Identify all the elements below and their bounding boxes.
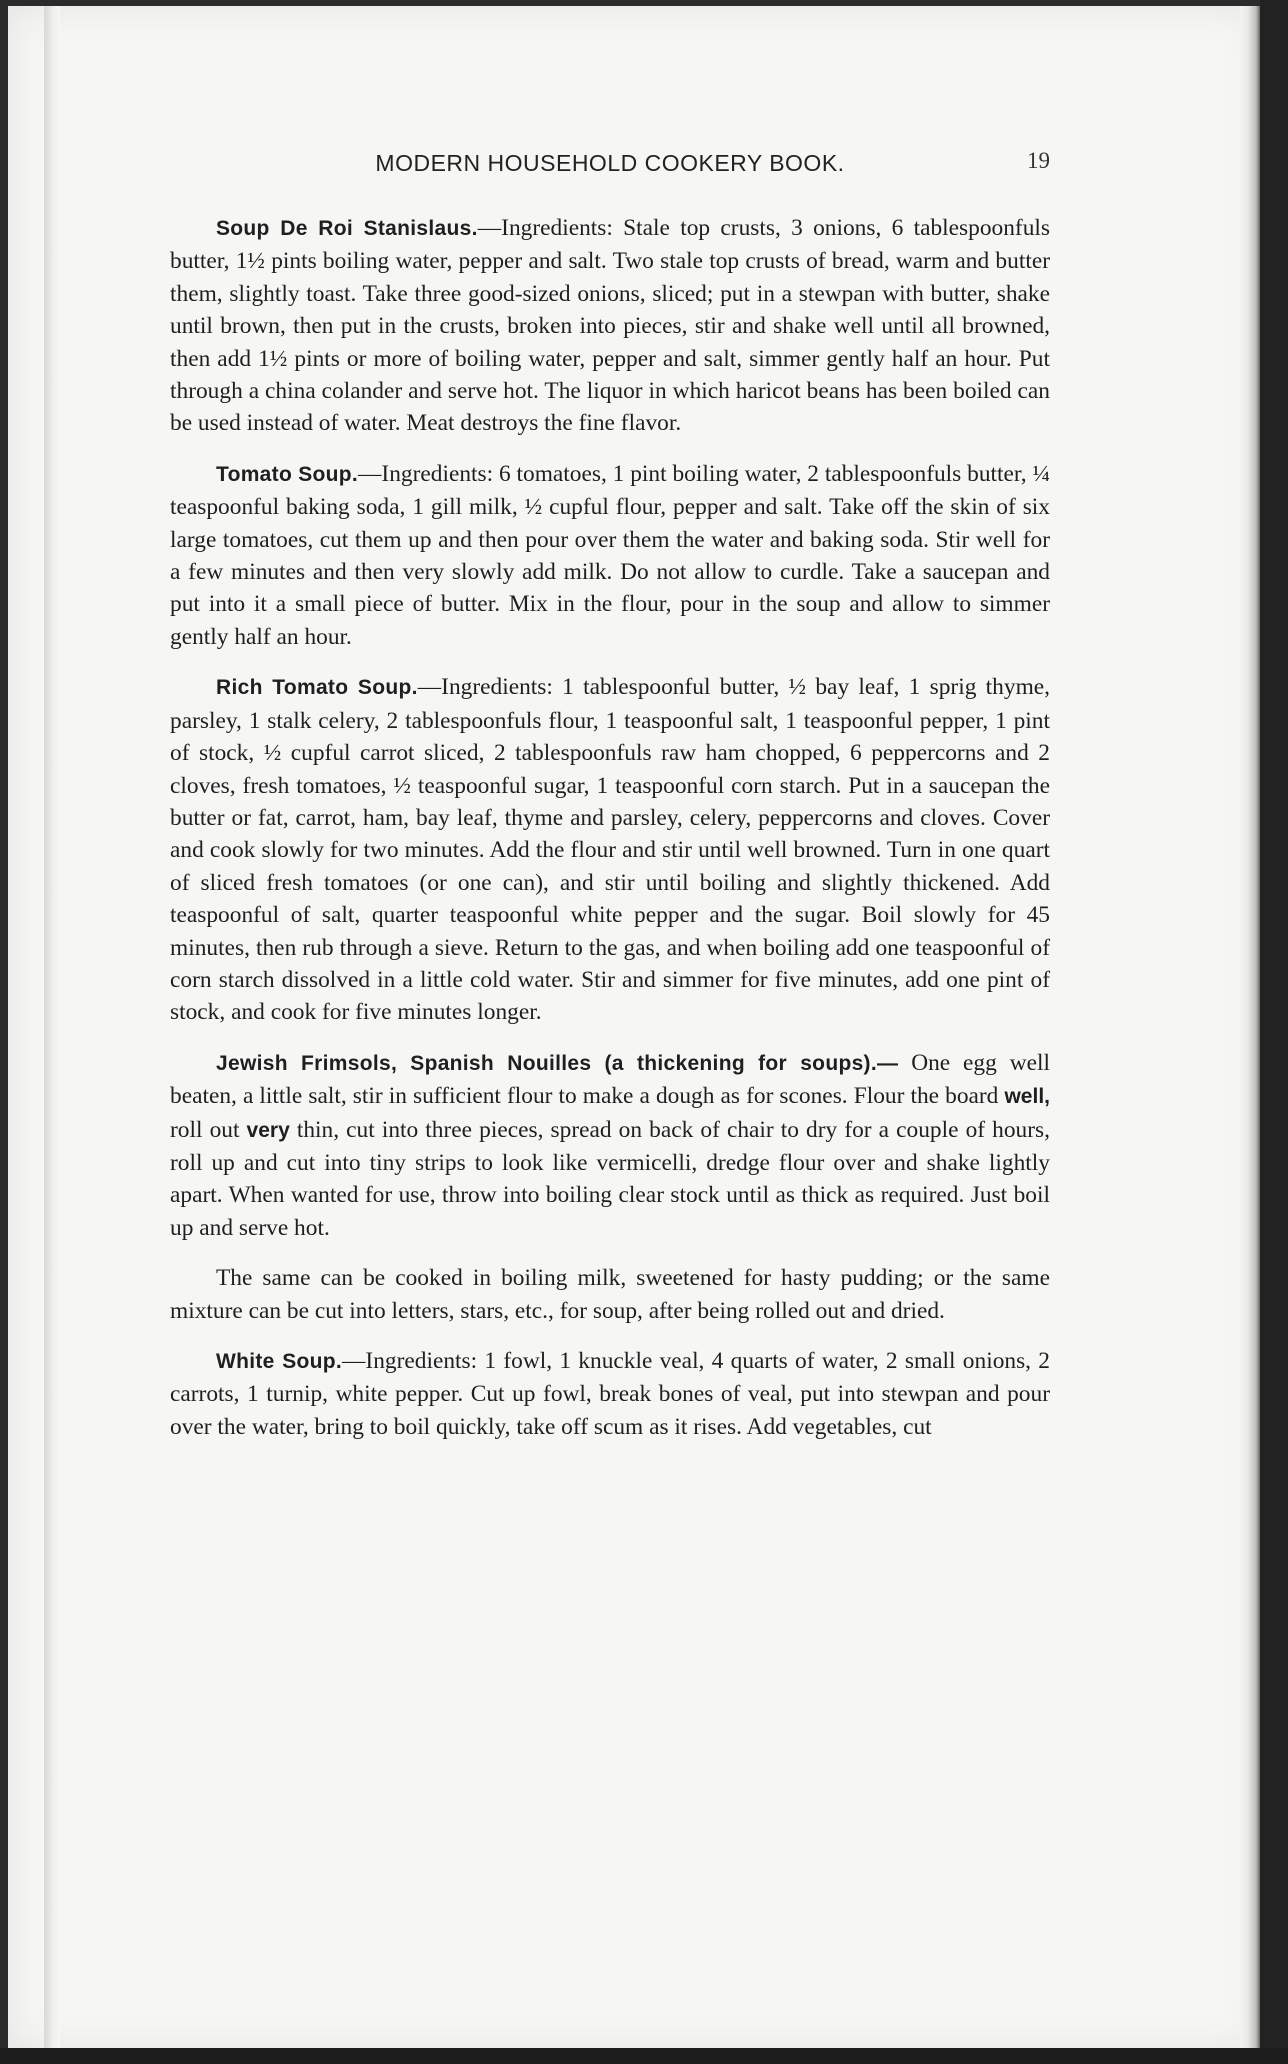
scan-bottom-border xyxy=(0,2048,1288,2064)
recipe-body: thin, cut into three pieces, spread on back of chair to dry for a couple of hours, roll up and cut into tiny strips to look like vermicelli, dredge flour over and shake lightly apart. When wanted for use, throw into boiling clear stock until as thick as required. Just boil up and serve hot. xyxy=(170,1116,1050,1241)
page-content xyxy=(170,212,1050,1461)
recipe-body: —Ingredients: Stale top crusts, 3 onions, 6 tablespoonfuls butter, 1½ pints boiling water, pepper and salt. Two stale top crusts of bread, warm and butter them, slightly toast. Take three good-sized onions, sliced; put in a stewpan with butter, shake until brown, then put in the crusts, broken into pieces, stir and shake well until all browned, then add 1½ pints or more of boiling water, pepper and salt, simmer gently half an hour. Put through a china colander and serve hot. The liquor in which haricot beans has been boiled can be used instead of water. Meat destroys the fine flavor. xyxy=(170,215,1050,437)
recipe-body: —Ingredients: 6 tomatoes, 1 pint boiling water, 2 tablespoonfuls butter, ¼ teaspoonful baking soda, 1 gill milk, ½ cupful flour, pepper and salt. Take off the skin of six large tomatoes, cut them up and then pour over them the water and baking soda. Stir well for a few minutes and then very slowly add milk. Do not allow to curdle. Take a saucepan and put into it a small piece of butter. Mix in the flour, pour in the soup and allow to simmer gently half an hour. xyxy=(170,460,1050,650)
page-edge-shadow xyxy=(1240,6,1260,2050)
recipe-jewish-frimsols xyxy=(170,1047,1050,1244)
recipe-soup-de-roi-stanislaus xyxy=(170,212,1050,440)
recipe-title: Rich Tomato Soup. xyxy=(216,676,418,700)
recipe-body: roll out xyxy=(170,1116,247,1143)
recipe-title: Soup De Roi Stanislaus. xyxy=(216,217,478,240)
recipe-rich-tomato-soup xyxy=(170,671,1050,1028)
recipe-tomato-soup xyxy=(170,458,1050,653)
recipe-body: —Ingredients: 1 tablespoonful butter, ½ bay leaf, 1 sprig thyme, parsley, 1 stalk celery, 2 tablespoonfuls flour, 1 teaspoonful salt, 1 teaspoonful pepper, 1 pint of stock, ½ cupful carrot sliced, 2 tablespoonfuls raw ham chopped, 6 peppercorns and 2 cloves, fresh tomatoes, ½ teaspoonful sugar, 1 teaspoonful corn starch. Put in a saucepan the butter or fat, carrot, ham, bay leaf, thyme and parsley, celery, peppercorns and cloves. Cover and cook slowly for two minutes. Add the flour and stir until well browned. Turn in one quart of sliced fresh tomatoes (or one can), and stir until boiling and slightly thickened. Add teaspoonful of salt, quarter teaspoonful white pepper and the sugar. Boil slowly for 45 minutes, then rub through a sieve. Return to the gas, and when boiling add one teaspoonful of corn starch dissolved in a little cold water. Stir and simmer for five minutes, add one pint of stock, and cook for five minutes longer. xyxy=(170,674,1050,1026)
running-title: MODERN HOUSEHOLD COOKERY BOOK. xyxy=(375,150,845,176)
recipe-body: —Ingredients: 1 fowl, 1 knuckle veal, 4 quarts of water, 2 small onions, 2 carrots, 1 turnip, white pepper. Cut up fowl, break bones of veal, put into stewpan and pour over the water, bring to boil quickly, take off scum as it rises. Add vegetables, cut xyxy=(170,1348,1050,1440)
binding-edge xyxy=(1260,0,1288,2064)
recipe-body: One egg well beaten, a little salt, stir in sufficient flour to make a dough as for scones. Flour the board xyxy=(170,1049,1050,1110)
recipe-title: Jewish Frimsols, Spanish Nouilles (a thickening for soups).— xyxy=(216,1051,899,1075)
recipe-note: The same can be cooked in boiling milk, sweetened for hasty pudding; or the same mixture can be cut into letters, stars, etc., for soup, after being rolled out and dried. xyxy=(170,1265,1050,1324)
recipe-white-soup xyxy=(170,1345,1050,1443)
recipe-title: White Soup. xyxy=(216,1350,343,1373)
page-number: 19 xyxy=(1027,148,1050,173)
page-header xyxy=(170,150,1050,190)
emphasis-very: very xyxy=(246,1118,290,1142)
page-gutter-shadow xyxy=(44,6,60,2050)
emphasis-well: well, xyxy=(1004,1085,1050,1109)
recipe-title: Tomato Soup. xyxy=(216,462,359,486)
